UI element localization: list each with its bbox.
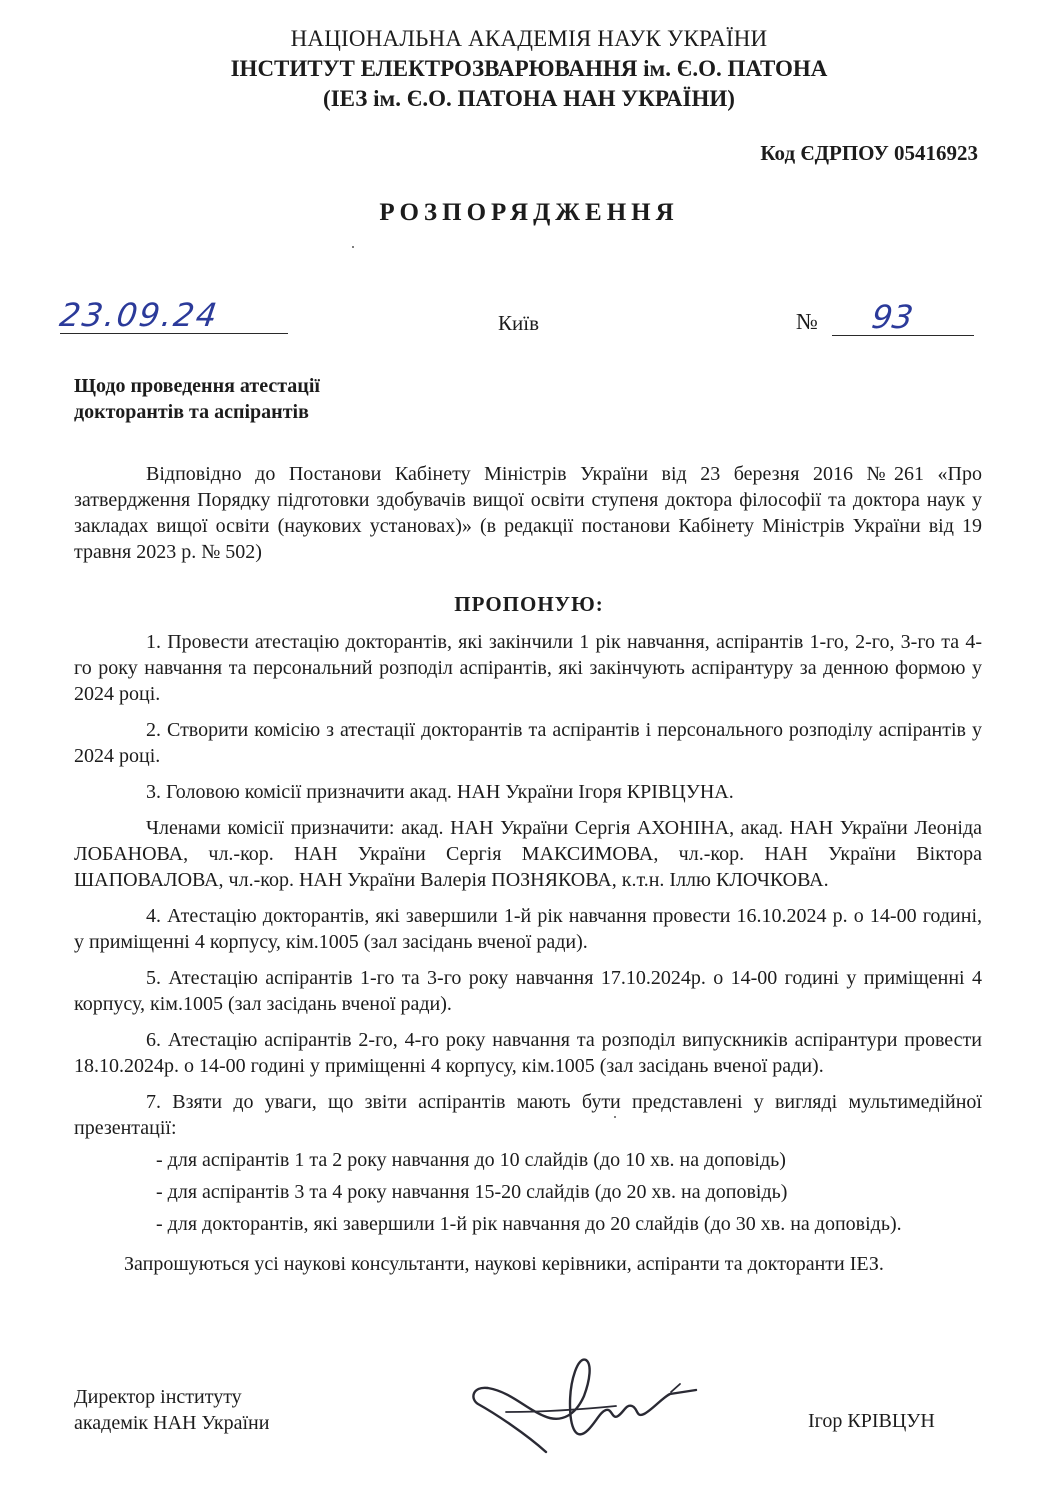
item-7: 7. Взяти до уваги, що звіти аспірантів мають бути представлені у вигляді мультимедійної презентації: [74, 1091, 982, 1139]
signatory-position [74, 1384, 269, 1436]
number-sign: № [796, 309, 818, 334]
item-2: 2. Створити комісію з атестації докторантів та аспірантів і персонального розподілу аспірантів у 2024 році. [74, 719, 982, 767]
document-title: РОЗПОРЯДЖЕННЯ [379, 199, 679, 226]
signatory-position-line-1: Директор інституту [74, 1386, 242, 1408]
header-academy: НАЦІОНАЛЬНА АКАДЕМІЯ НАУК УКРАЇНИ [290, 26, 768, 51]
handwritten-signature [466, 1354, 706, 1464]
item-4: 4. Атестацію докторантів, які завершили 1-й рік навчання провести 16.10.2024 р. о 14-00 годині, у приміщенні 4 корпусу, кім.1005 (зал засідань вченої ради). [74, 905, 982, 953]
subject [74, 373, 320, 425]
scan-speck [614, 1116, 616, 1118]
handwritten-date: 23.09.24 [57, 296, 222, 334]
number-underline [832, 335, 974, 336]
bullet-2: - для аспірантів 3 та 4 року навчання 15-20 слайдів (до 20 хв. на доповідь) [156, 1181, 788, 1203]
item-1: 1. Провести атестацію докторантів, які закінчили 1 рік навчання, аспірантів 1-го, 2-го, 3-го та 4-го року навчання та персональний розподіл аспірантів, які закінчують аспірантуру за денною формою у 2024 році. [74, 631, 982, 705]
preamble: Відповідно до Постанови Кабінету Міністрів України від 23 березня 2016 №261 «Про затвердження Порядку підготовки здобувачів вищої освіти ступеня доктора філософії та доктора наук у закладах вищої освіти (наукових установах)» (в редакції постанови Кабінету Міністрів України від 19 травня 2023 р. № 502) [74, 463, 982, 563]
date-underline [60, 333, 288, 334]
item-3: 3. Головою комісії призначити акад. НАН України Ігоря КРІВЦУНА. [146, 781, 734, 803]
bullet-1: - для аспірантів 1 та 2 року навчання до 10 слайдів (до 10 хв. на доповідь) [156, 1149, 786, 1171]
city: Київ [498, 311, 539, 335]
header-abbreviation: (ІЕЗ ім. Є.О. ПАТОНА НАН УКРАЇНИ) [323, 86, 735, 111]
signatory-name: Ігор КРІВЦУН [808, 1410, 935, 1432]
scan-speck [352, 246, 354, 248]
item-3-members: Членами комісії призначити: акад. НАН України Сергія АХОНІНА, акад. НАН України Леоніда ЛОБАНОВА, чл.-кор. НАН України Сергія МАКСИМОВА, чл.-кор. НАН України Віктора ШАПОВАЛОВА, чл.-кор. НАН України Валерія ПОЗНЯКОВА, к.т.н. Іллю КЛОЧКОВА. [74, 817, 982, 891]
items-block [74, 629, 982, 1277]
edrpou-code: Код ЄДРПОУ 05416923 [760, 141, 978, 165]
signatory-position-line-2: академік НАН України [74, 1412, 270, 1434]
subject-line-1: Щодо проведення атестації [74, 375, 320, 397]
bullet-3: - для докторантів, які завершили 1-й рік навчання до 20 слайдів (до 30 хв. на доповідь). [156, 1213, 902, 1235]
item-5: 5. Атестацію аспірантів 1-го та 3-го року навчання 17.10.2024р. о 14-00 годині у приміщенні 4 корпусу, кім.1005 (зал засідань вченої ради). [74, 967, 982, 1015]
subject-line-2: докторантів та аспірантів [74, 401, 309, 423]
header-institute: ІНСТИТУТ ЕЛЕКТРОЗВАРЮВАННЯ ім. Є.О. ПАТОНА [230, 56, 828, 81]
propose-heading: ПРОПОНУЮ: [454, 592, 604, 616]
item-6: 6. Атестацію аспірантів 2-го, 4-го року навчання та розподіл випускників аспірантури провести 18.10.2024р. о 14-00 годині у приміщенні 4 корпусу, кім.1005 (зал засідань вченої ради). [74, 1029, 982, 1077]
preamble-block [74, 461, 982, 565]
handwritten-number: 93 [869, 298, 916, 336]
invitation: Запрошуються усі наукові консультанти, наукові керівники, аспіранти та докторанти ІЕЗ. [124, 1253, 884, 1275]
